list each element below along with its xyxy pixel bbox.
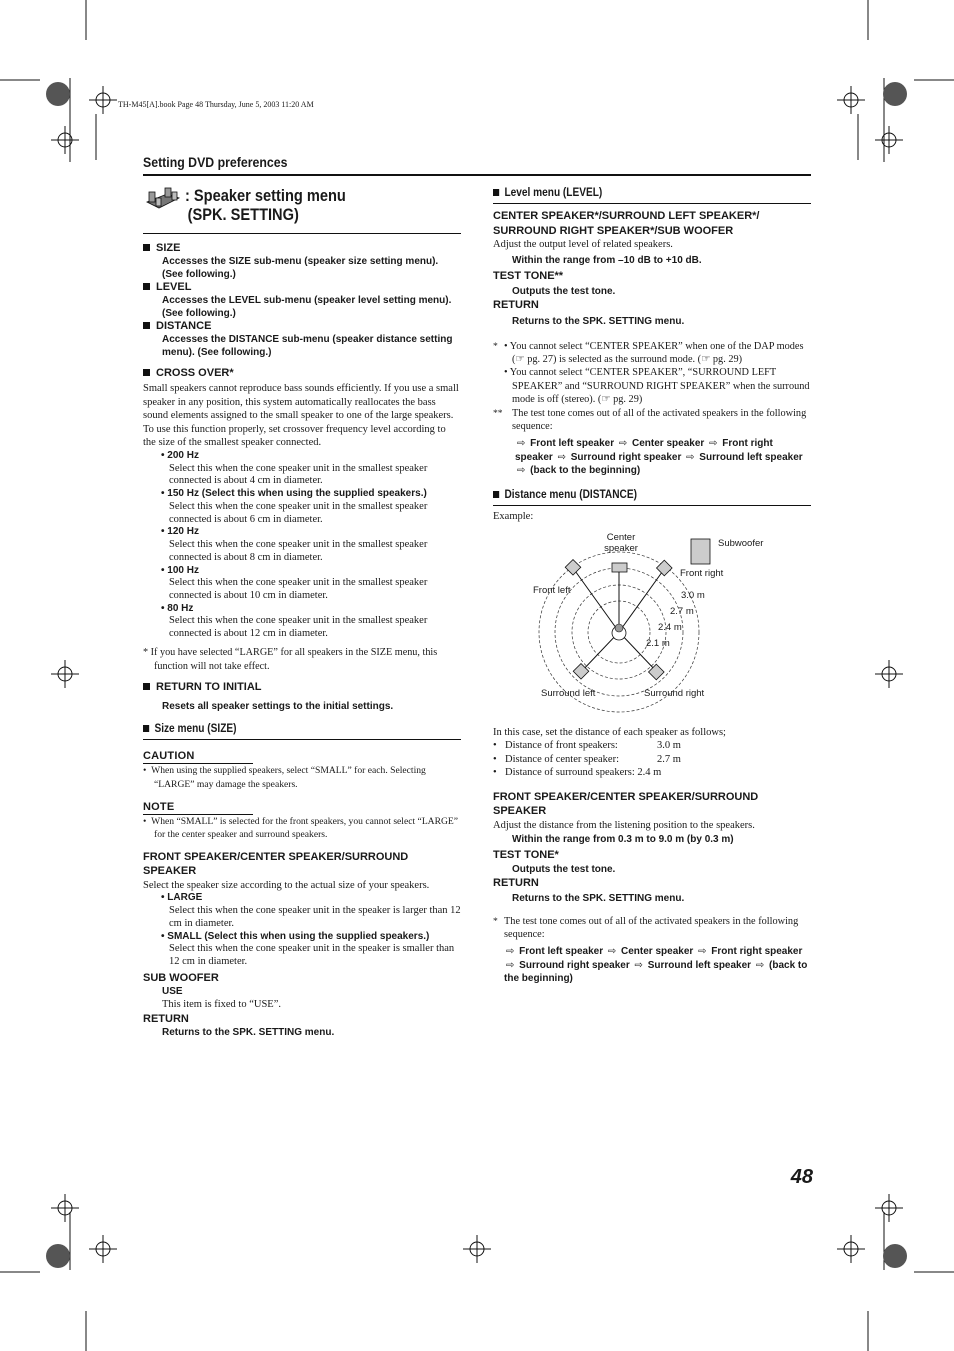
sequence-step: Center speaker <box>618 946 697 958</box>
level-label: LEVEL <box>156 281 192 293</box>
distance-test-tone-desc: Outputs the test tone. <box>512 864 616 875</box>
bullet-square-icon <box>143 283 150 290</box>
size-menu-heading-block <box>143 722 461 740</box>
arrow-right-icon: ⇨ <box>506 959 515 971</box>
distance-row: • Distance of center speaker: 2.7 m <box>493 753 681 765</box>
level-range: Within the range from –10 dB to +10 dB. <box>512 254 702 266</box>
menu-title-line1: : Speaker setting menu <box>185 186 346 205</box>
sequence-step: Front left speaker <box>516 946 606 958</box>
distance-value: 3.0 m <box>657 740 681 752</box>
level-speakers-label-2: SURROUND RIGHT SPEAKER*/SUB WOOFER <box>493 224 734 237</box>
arrow-right-icon: ⇨ <box>634 959 643 971</box>
distance-value: 2.4 m <box>637 767 662 779</box>
level-notes: * • You cannot select “CENTER SPEAKER” when one of the DAP modes (☞ pg. 27) is selected as the surround mode. (☞ pg. 29) • You cannot select “CENTER SPEAKER”, “SURROUND LEFT SPEAKER” and “SURROUND RIGHT SPEAKER” when the surround mode is off (stereo). (☞ pg. 29) ** The test tone comes out of all of the activated speakers in the following sequence: ⇨ Front left speaker ⇨ Center speaker ⇨ Front right speaker ⇨ Surround right speaker ⇨ Surround left speaker ⇨ (back to the beginning) <box>493 340 810 477</box>
arrow-right-icon: ⇨ <box>557 451 566 463</box>
level-speakers-item <box>493 209 811 328</box>
option-desc: Select this when the cone speaker unit in the speaker is smaller than 12 cm in diameter. <box>169 943 455 967</box>
option-desc: Select this when the cone speaker unit in the smallest speaker connected is about 4 cm in diameter. <box>169 462 428 487</box>
option-desc: Select this when the cone speaker unit in the speaker is larger than 12 cm in diameter. <box>169 904 461 929</box>
level-speakers-desc: Adjust the output level of related speakers. <box>493 239 673 250</box>
sequence-step: Center speaker <box>629 438 708 450</box>
level-menu-heading: Level menu (LEVEL) <box>504 187 603 199</box>
distance-row: • Distance of front speakers: 3.0 m <box>493 740 681 752</box>
sequence-step: Front right speaker <box>708 946 803 958</box>
distance-menu-heading: Distance menu (DISTANCE) <box>504 488 637 501</box>
menu-title-block <box>143 186 461 234</box>
level-item <box>143 281 461 320</box>
note-text: • When “SMALL” is selected for the front speakers, you cannot select “LARGE” for the center speaker and surround speakers. <box>143 815 459 841</box>
bullet-square-icon <box>143 725 149 732</box>
left-column <box>143 180 461 1039</box>
option-label: • 120 Hz <box>161 526 199 538</box>
file-slug: TH-M45[A].book Page 48 Thursday, June 5, 2003 11:20 AM <box>118 100 314 109</box>
bullet-square-icon <box>493 189 499 196</box>
cross-over-item <box>143 367 461 673</box>
size-label: SIZE <box>156 242 181 254</box>
level-return-desc: Returns to the SPK. SETTING menu. <box>512 315 685 327</box>
size-front-label: FRONT SPEAKER/CENTER SPEAKER/SURROUND SPEAKER <box>143 850 409 878</box>
distance-key: Distance of center speaker: <box>505 753 619 765</box>
diagram-front-left-label: Front left <box>533 584 571 596</box>
caution-block <box>143 746 461 791</box>
option-label: • LARGE <box>161 892 203 904</box>
level-return-label: RETURN <box>493 299 539 312</box>
speaker-menu-icon <box>143 186 183 214</box>
distance-front-item <box>493 790 811 905</box>
level-test-tone-desc: Outputs the test tone. <box>512 286 616 298</box>
use-desc: This item is fixed to “USE”. <box>162 999 281 1011</box>
listener-icon <box>612 624 626 640</box>
distance-range: Within the range from 0.3 m to 9.0 m (by 0.3 m) <box>512 833 734 845</box>
bullet-square-icon <box>143 683 150 690</box>
use-label: USE <box>162 986 183 998</box>
distance-sequence <box>493 945 811 986</box>
center-label-line2: speaker <box>604 542 638 554</box>
sub-woofer-label: SUB WOOFER <box>143 971 219 984</box>
bullet-square-icon <box>143 369 150 376</box>
option-label: • 200 Hz <box>161 449 199 461</box>
right-column <box>493 180 811 986</box>
option-label: • 150 Hz (Select this when using the supplied speakers.) <box>161 488 427 500</box>
option-label: • 80 Hz <box>161 602 194 614</box>
distance-test-tone-label: TEST TONE* <box>493 848 559 861</box>
level-sequence <box>493 437 811 478</box>
distance-list <box>493 739 811 780</box>
distance-row: • Distance of surround speakers: 2.4 m <box>493 767 662 779</box>
cross-over-label: CROSS OVER* <box>156 367 234 379</box>
return-initial-label: RETURN TO INITIAL <box>156 681 262 694</box>
front-left-speaker-icon <box>565 559 581 575</box>
size-item <box>143 242 461 281</box>
level-desc: Accesses the LEVEL sub-menu (speaker level setting menu). (See following.) <box>162 295 452 319</box>
diagram-surround-left-label: Surround left <box>541 687 596 699</box>
note-text-content: When “SMALL” is selected for the front speakers, you cannot select “LARGE” for the center speaker and surround speakers. <box>151 815 459 841</box>
sequence-step: Surround left speaker <box>644 959 754 971</box>
sub-woofer-item <box>143 971 461 1040</box>
caution-text-content: When using the supplied speakers, select “SMALL” for each. Selecting “LARGE” may damage the speakers. <box>151 765 426 790</box>
level-note-2: The test tone comes out of all of the activated speakers in the following sequence: <box>512 407 807 433</box>
level-note-1a: • You cannot select “CENTER SPEAKER” when one of the DAP modes (☞ pg. 27) is selected as the surround mode. (☞ pg. 29) <box>504 340 804 365</box>
cross-over-footnote: * If you have selected “LARGE” for all speakers in the SIZE menu, this function will not take effect. <box>143 646 438 672</box>
arrow-right-icon: ⇨ <box>709 438 718 450</box>
distance-label: DISTANCE <box>156 320 212 332</box>
return-initial-desc: Resets all speaker settings to the initial settings. <box>162 701 394 713</box>
speaker-distance-diagram <box>493 526 811 726</box>
option-desc: Select this when the cone speaker unit in the smallest speaker connected is about 6 cm in diameter. <box>169 500 428 525</box>
arrow-right-icon: ⇨ <box>517 465 526 477</box>
center-speaker-icon <box>612 563 627 572</box>
surround-right-speaker-icon <box>649 664 665 680</box>
section-title: Setting DVD preferences <box>143 154 288 170</box>
cross-over-body2: To use this function properly, set crossover frequency level according to the size of the smallest speaker connected. <box>143 423 446 449</box>
diagram-front-right-label: Front right <box>680 567 724 579</box>
note-label: NOTE <box>143 801 253 815</box>
distance-footnote: The test tone comes out of all of the activated speakers in the following sequence: <box>504 915 799 940</box>
ring-label: 2.7 m <box>670 605 694 617</box>
diagram-surround-right-label: Surround right <box>644 687 705 699</box>
distance-value: 2.7 m <box>657 753 681 765</box>
arrow-right-icon: ⇨ <box>686 451 695 463</box>
option-desc: Select this when the cone speaker unit in the smallest speaker connected is about 8 cm in diameter. <box>169 538 428 563</box>
size-menu-heading: Size menu (SIZE) <box>154 723 237 736</box>
sequence-step: (back to the beginning) <box>504 959 808 985</box>
ring-label: 2.4 m <box>658 621 682 633</box>
level-menu-heading-block <box>493 186 811 204</box>
distance-key: Distance of surround speakers: <box>505 767 635 779</box>
level-note-1b: • You cannot select “CENTER SPEAKER”, “SURROUND LEFT SPEAKER” and “SURROUND RIGHT SPEAKER” when the surround mode is off (stereo). (☞ pg. 29) <box>504 367 810 406</box>
ring-label: 2.1 m <box>646 637 670 649</box>
arrow-right-icon: ⇨ <box>607 946 617 958</box>
distance-menu-heading-block <box>493 488 811 506</box>
size-front-item <box>143 850 461 969</box>
arrow-right-icon: ⇨ <box>755 959 765 971</box>
option-desc: Select this when the cone speaker unit in the smallest speaker connected is about 12 cm in diameter. <box>169 615 428 640</box>
distance-return-label: RETURN <box>493 877 539 889</box>
ring-label: 3.0 m <box>681 589 705 601</box>
arrow-right-icon: ⇨ <box>698 946 707 958</box>
sequence-step: Surround right speaker <box>516 959 633 971</box>
arrow-right-icon: ⇨ <box>517 438 526 450</box>
front-right-speaker-icon <box>657 560 673 576</box>
return-initial-item <box>143 681 461 713</box>
level-speakers-label-1: CENTER SPEAKER*/SURROUND LEFT SPEAKER*/ <box>493 210 760 222</box>
bullet-square-icon <box>143 244 150 251</box>
subwoofer-icon <box>691 539 710 564</box>
size-desc: Accesses the SIZE sub-menu (speaker size setting menu). (See following.) <box>162 256 439 280</box>
distance-return-desc: Returns to the SPK. SETTING menu. <box>512 892 685 904</box>
note-block <box>143 797 461 842</box>
sequence-step: Front left speaker <box>527 438 617 450</box>
section-rule <box>143 174 811 176</box>
bullet-square-icon <box>493 491 499 498</box>
cross-over-body: Small speakers cannot reproduce bass sounds efficiently. If you use a small speaker in any position, this system automatically reallocates the bass sound elements assigned to the small speaker to one of the large speakers. <box>143 383 459 422</box>
page-number: 48 <box>790 1166 813 1188</box>
sequence-step: Front right speaker <box>515 438 773 463</box>
sequence-step: Surround left speaker <box>696 451 803 463</box>
example-label: Example: <box>493 510 534 522</box>
level-test-tone-label: TEST TONE** <box>493 269 564 282</box>
diagram-center-label <box>593 532 649 554</box>
option-label: • SMALL (Select this when using the supplied speakers.) <box>161 930 430 942</box>
diagram-subwoofer-label: Subwoofer <box>718 537 764 549</box>
sequence-step: (back to the beginning) <box>527 465 641 477</box>
distance-key: Distance of front speakers: <box>505 740 618 752</box>
menu-title-line2: (SPK. SETTING) <box>187 205 299 224</box>
distance-footnote-block: * The test tone comes out of all of the activated speakers in the following sequence: ⇨ Front left speaker ⇨ Center speaker ⇨ Front right speaker ⇨ Surround right speaker ⇨ Surround left speaker ⇨ (back to the beginning) <box>493 915 811 986</box>
option-desc: Select this when the cone speaker unit in the smallest speaker connected is about 10 cm in diameter. <box>169 577 428 601</box>
bullet-square-icon <box>143 322 150 329</box>
size-return-desc: Returns to the SPK. SETTING menu. <box>162 1027 335 1039</box>
distance-intro: In this case, set the distance of each speaker as follows; <box>493 726 726 738</box>
size-return-label: RETURN <box>143 1012 189 1025</box>
distance-item <box>143 320 461 359</box>
size-front-desc: Select the speaker size according to the actual size of your speakers. <box>143 879 430 891</box>
distance-front-desc: Adjust the distance from the listening position to the speakers. <box>493 819 755 831</box>
center-label-line1: Center <box>606 531 636 543</box>
sequence-step: Surround right speaker <box>567 451 685 463</box>
option-label: • 100 Hz <box>161 564 199 576</box>
distance-front-label: FRONT SPEAKER/CENTER SPEAKER/SURROUND SPEAKER <box>493 790 759 818</box>
caution-text: • When using the supplied speakers, select “SMALL” for each. Selecting “LARGE” may damage the speakers. <box>143 765 426 790</box>
distance-desc: Accesses the DISTANCE sub-menu (speaker distance setting menu). (See following.) <box>162 334 453 358</box>
arrow-right-icon: ⇨ <box>506 946 515 958</box>
arrow-right-icon: ⇨ <box>618 438 628 450</box>
caution-label: CAUTION <box>143 750 253 764</box>
